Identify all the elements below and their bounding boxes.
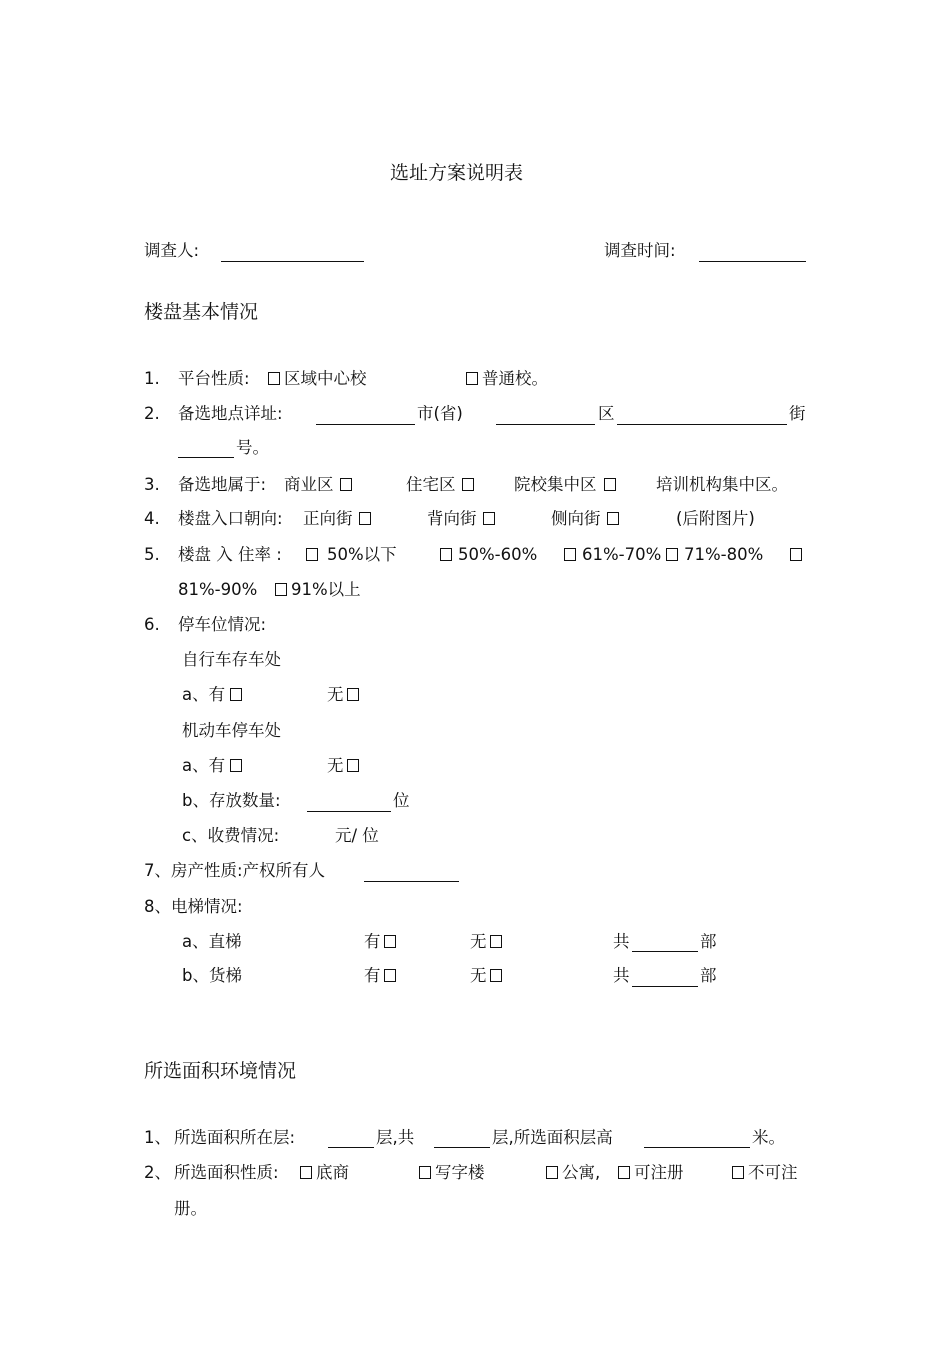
q6-car-yes-label: a、有	[182, 756, 226, 775]
s2-q2-continuation: 册。	[174, 1199, 207, 1218]
q3-residential-checkbox[interactable]	[462, 478, 474, 491]
q8-b-count-blank[interactable]	[632, 986, 698, 987]
s2-q2-shop-label: 底商	[316, 1163, 349, 1182]
q3-residential-label: 住宅区	[406, 475, 456, 494]
s2-q1-floor-label: 层,共	[376, 1128, 415, 1147]
q2-city-label: 市(省)	[417, 404, 463, 423]
q5-opt1-checkbox[interactable]	[306, 548, 318, 561]
q4-number: 4.	[144, 509, 160, 528]
q6-car-no-label: 无	[327, 756, 344, 775]
q6-bike-yes-checkbox[interactable]	[230, 688, 242, 701]
q1-label: 平台性质:	[178, 369, 250, 388]
q3-commercial-label: 商业区	[284, 475, 334, 494]
q2-number-blank[interactable]	[178, 457, 234, 458]
q8-a-total-label: 共	[613, 932, 630, 951]
q7-label: 7、房产性质:产权所有人	[144, 861, 326, 880]
s2-q1-total-floors-blank[interactable]	[434, 1147, 490, 1148]
survey-time-blank[interactable]	[699, 261, 806, 262]
s2-q2-office-label: 写字楼	[435, 1163, 485, 1182]
q3-college-checkbox[interactable]	[604, 478, 616, 491]
q2-number-label: 号。	[236, 438, 269, 457]
s2-q2-apartment-label: 公寓,	[562, 1163, 601, 1182]
q2-number: 2.	[144, 404, 160, 423]
s2-q2-not-registrable-checkbox[interactable]	[732, 1166, 744, 1179]
q4-front-label: 正向街	[303, 509, 353, 528]
q8-b-total-label: 共	[613, 966, 630, 985]
q3-number: 3.	[144, 475, 160, 494]
q5-opt2-label: 50%-60%	[458, 545, 538, 564]
s2-q2-office-checkbox[interactable]	[419, 1166, 431, 1179]
q5-label: 楼盘 入 住率 :	[178, 545, 282, 564]
q6-bike-title: 自行车存车处	[182, 650, 281, 669]
q8-a-yes-checkbox[interactable]	[384, 935, 396, 948]
q6-bike-no-label: 无	[327, 685, 344, 704]
q6-car-no-checkbox[interactable]	[347, 759, 359, 772]
q5-opt4-checkbox[interactable]	[666, 548, 678, 561]
q4-label: 楼盘入口朝向:	[178, 509, 283, 528]
q5-opt3-checkbox[interactable]	[564, 548, 576, 561]
q4-front-checkbox[interactable]	[359, 512, 371, 525]
q8-label: 8、电梯情况:	[144, 897, 243, 916]
q4-note: (后附图片)	[676, 509, 755, 528]
q5-opt3-label: 61%-70%	[582, 545, 662, 564]
q1-ordinary-label: 普通校。	[482, 369, 548, 388]
q2-street-label: 街	[789, 404, 806, 423]
s2-q1-meter-label: 米。	[752, 1128, 785, 1147]
investigator-label: 调查人:	[144, 241, 200, 260]
q8-a-count-blank[interactable]	[632, 951, 698, 952]
q2-district-label: 区	[598, 404, 615, 423]
q6-car-title: 机动车停车处	[182, 721, 281, 740]
q8-a-no-checkbox[interactable]	[490, 935, 502, 948]
q6-car-fee-label: c、收费情况:	[182, 826, 280, 845]
s2-q2-shop-checkbox[interactable]	[300, 1166, 312, 1179]
page-title: 选址方案说明表	[390, 162, 524, 184]
q3-commercial-checkbox[interactable]	[340, 478, 352, 491]
q4-side-label: 侧向街	[551, 509, 601, 528]
survey-time-label: 调查时间:	[604, 241, 676, 260]
q1-regional-label: 区域中心校	[284, 369, 367, 388]
s2-q2-registrable-label: 可注册	[634, 1163, 684, 1182]
section-building-basic: 楼盘基本情况	[144, 301, 259, 323]
q1-regional-checkbox[interactable]	[268, 372, 280, 385]
q3-label: 备选地属于:	[178, 475, 267, 494]
s2-q1-number: 1、	[144, 1128, 171, 1147]
q5-opt5-checkbox[interactable]	[790, 548, 802, 561]
q5-number: 5.	[144, 545, 160, 564]
q2-label: 备选地点详址:	[178, 404, 283, 423]
q5-opt5-label: 81%-90%	[178, 580, 258, 599]
s2-q2-registrable-checkbox[interactable]	[618, 1166, 630, 1179]
q6-car-yes-checkbox[interactable]	[230, 759, 242, 772]
q3-college-label: 院校集中区	[514, 475, 597, 494]
s2-q2-apartment-checkbox[interactable]	[546, 1166, 558, 1179]
q5-opt6-label: 91%以上	[291, 580, 361, 599]
q5-opt1-label: 50%以下	[327, 545, 397, 564]
q3-training-label: 培训机构集中区。	[656, 475, 788, 494]
q6-car-quantity-unit: 位	[393, 791, 410, 810]
q6-number: 6.	[144, 615, 160, 634]
s2-q1-floor-blank[interactable]	[328, 1147, 374, 1148]
q6-car-fee-unit: 元/ 位	[335, 826, 379, 845]
q8-b-no-label: 无	[470, 966, 487, 985]
q8-a-no-label: 无	[470, 932, 487, 951]
q8-b-yes-checkbox[interactable]	[384, 969, 396, 982]
q5-opt6-checkbox[interactable]	[275, 583, 287, 596]
q7-owner-blank[interactable]	[364, 881, 459, 882]
q6-car-quantity-label: b、存放数量:	[182, 791, 281, 810]
q6-bike-yes-label: a、有	[182, 685, 226, 704]
q8-a-yes-label: 有	[364, 932, 381, 951]
q6-bike-no-checkbox[interactable]	[347, 688, 359, 701]
q1-number: 1.	[144, 369, 160, 388]
q8-a-label: a、直梯	[182, 932, 242, 951]
q4-back-label: 背向街	[427, 509, 477, 528]
s2-q2-label: 所选面积性质:	[174, 1163, 279, 1182]
q6-label: 停车位情况:	[178, 615, 267, 634]
q8-b-yes-label: 有	[364, 966, 381, 985]
q8-b-unit: 部	[700, 966, 717, 985]
q4-back-checkbox[interactable]	[483, 512, 495, 525]
s2-q1-height-blank[interactable]	[644, 1147, 750, 1148]
q2-city-blank[interactable]	[316, 424, 415, 425]
section-area-environment: 所选面积环境情况	[144, 1060, 297, 1082]
q5-opt2-checkbox[interactable]	[440, 548, 452, 561]
s2-q1-label: 所选面积所在层:	[174, 1128, 296, 1147]
q8-b-label: b、货梯	[182, 966, 242, 985]
q2-street-blank[interactable]	[617, 424, 787, 425]
s2-q1-height-label: 层,所选面积层高	[492, 1128, 613, 1147]
q2-district-blank[interactable]	[496, 424, 595, 425]
s2-q2-number: 2、	[144, 1163, 171, 1182]
q8-a-unit: 部	[700, 932, 717, 951]
investigator-blank[interactable]	[221, 261, 364, 262]
q8-b-no-checkbox[interactable]	[490, 969, 502, 982]
q4-side-checkbox[interactable]	[607, 512, 619, 525]
q5-opt4-label: 71%-80%	[684, 545, 764, 564]
s2-q2-not-registrable-label: 不可注	[748, 1163, 798, 1182]
q1-ordinary-checkbox[interactable]	[466, 372, 478, 385]
q6-car-quantity-blank[interactable]	[307, 811, 391, 812]
